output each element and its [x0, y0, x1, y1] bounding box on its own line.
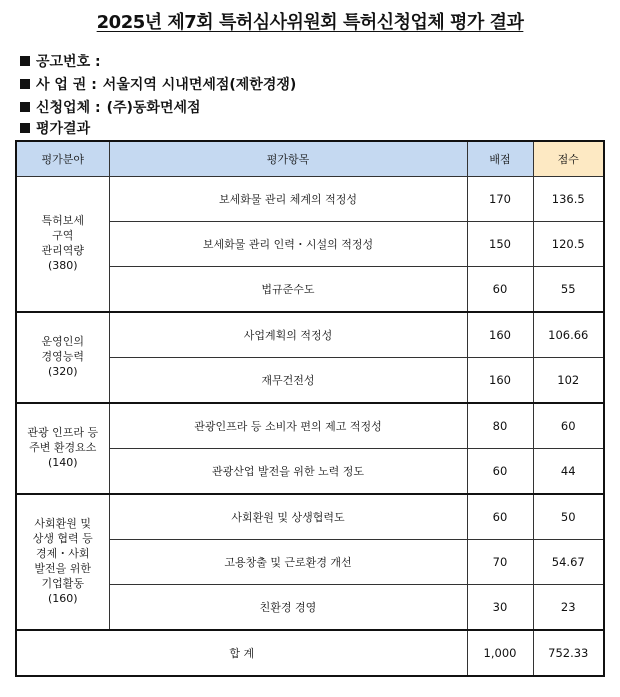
item-points: 30 [467, 585, 533, 631]
item-score: 50 [533, 494, 604, 540]
bullet-square-icon [20, 79, 30, 89]
category-line: 경제・사회 [35, 547, 90, 561]
item-name: 재무건전성 [109, 358, 467, 404]
category-line: (380) [47, 258, 78, 272]
item-score: 54.67 [533, 540, 604, 585]
item-name: 보세화물 관리 체계의 적정성 [109, 177, 467, 222]
item-points: 70 [467, 540, 533, 585]
category-line: 주변 환경요소 [29, 441, 97, 455]
category-line: (140) [47, 455, 78, 469]
category-cell [16, 494, 109, 630]
total-points: 1,000 [467, 630, 533, 676]
info-label: 평가결과 [36, 121, 91, 137]
category-line: (320) [47, 364, 78, 378]
info-label: 사 업 권 : [36, 77, 97, 93]
category-line: 사회환원 및 [34, 517, 92, 531]
item-score: 120.5 [533, 222, 604, 267]
category-line: 특허보세 [41, 214, 84, 228]
item-points: 160 [467, 312, 533, 358]
table-row [16, 312, 604, 358]
item-name: 고용창출 및 근로환경 개선 [109, 540, 467, 585]
category-line: 상생 협력 등 [32, 532, 93, 546]
item-score: 23 [533, 585, 604, 631]
item-score: 102 [533, 358, 604, 404]
category-cell [16, 403, 109, 494]
item-name: 관광산업 발전을 위한 노력 정도 [109, 449, 467, 495]
item-name: 관광인프라 등 소비자 편의 제고 적정성 [109, 403, 467, 449]
category-line: 경영능력 [41, 350, 84, 364]
item-points: 160 [467, 358, 533, 404]
category-line: (160) [47, 591, 78, 605]
table-header-row [16, 141, 604, 177]
table-row [16, 177, 604, 222]
item-score: 136.5 [533, 177, 604, 222]
evaluation-table [15, 140, 605, 677]
table-row [16, 403, 604, 449]
info-value: 서울지역 시내면세점(제한경쟁) [102, 77, 297, 93]
total-score: 752.33 [533, 630, 604, 676]
page-title: 2025년 제7회 특허심사위원회 특허신청업체 평가 결과 [96, 12, 524, 33]
item-score: 44 [533, 449, 604, 495]
header-category: 평가분야 [16, 141, 109, 177]
item-points: 150 [467, 222, 533, 267]
item-name: 사회환원 및 상생협력도 [109, 494, 467, 540]
info-label: 신청업체 : [36, 100, 101, 116]
header-score: 점수 [533, 141, 604, 177]
info-notice-number [20, 51, 101, 71]
item-points: 80 [467, 403, 533, 449]
item-score: 106.66 [533, 312, 604, 358]
info-result-heading [20, 118, 90, 138]
info-applicant [20, 97, 201, 117]
table-row [16, 494, 604, 540]
item-name: 법규준수도 [109, 267, 467, 313]
bullet-square-icon [20, 102, 30, 112]
category-cell [16, 177, 109, 313]
category-line: 관리역량 [41, 244, 84, 257]
category-line: 구역 [52, 229, 74, 243]
bullet-square-icon [20, 56, 30, 66]
item-points: 60 [467, 449, 533, 495]
header-points: 배점 [467, 141, 533, 177]
bullet-square-icon [20, 123, 30, 133]
header-item: 평가항목 [109, 141, 467, 177]
item-name: 보세화물 관리 인력・시설의 적정성 [109, 222, 467, 267]
info-business-area [20, 74, 296, 94]
info-label: 공고번호 : [36, 54, 101, 70]
item-score: 60 [533, 403, 604, 449]
total-row [16, 630, 604, 676]
item-name: 친환경 경영 [109, 585, 467, 631]
category-line: 발전을 위한 [34, 562, 92, 575]
item-points: 170 [467, 177, 533, 222]
info-value: (주)동화면세점 [106, 100, 201, 116]
item-score: 55 [533, 267, 604, 313]
category-line: 기업활동 [41, 576, 84, 590]
category-line: 운영인의 [41, 335, 84, 349]
item-name: 사업계획의 적정성 [109, 312, 467, 358]
item-points: 60 [467, 267, 533, 313]
category-line: 관광 인프라 등 [27, 426, 99, 440]
total-label: 합 계 [16, 630, 467, 676]
category-cell [16, 312, 109, 403]
item-points: 60 [467, 494, 533, 540]
